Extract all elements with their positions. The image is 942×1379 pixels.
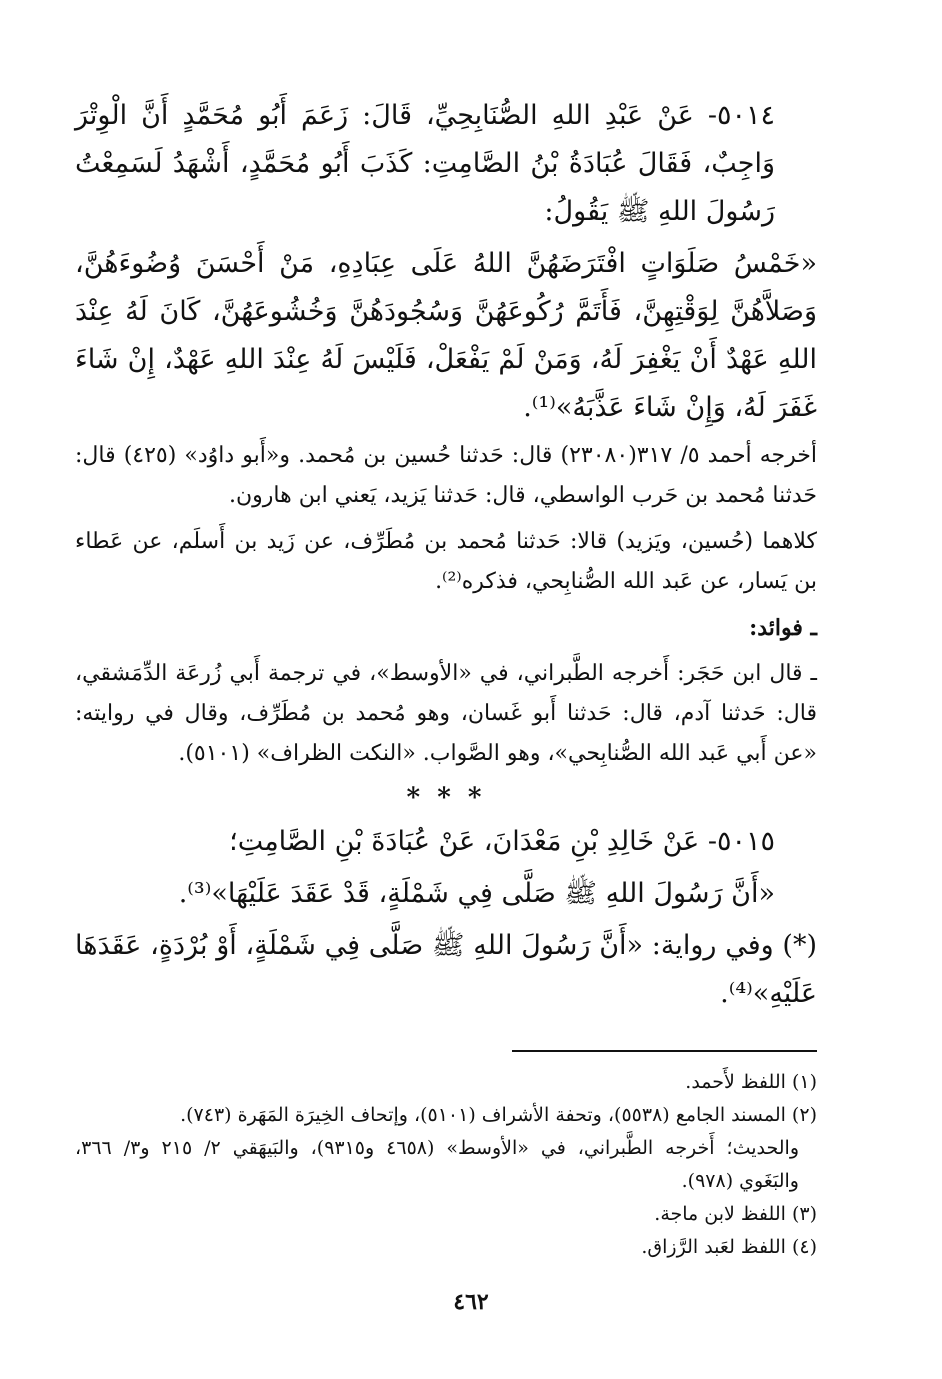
fawaid-text: ـ قال ابن حَجَر: أَخرجه الطَّبراني، في «الأوسط»، في ترجمة أَبي زُرعَة الدِّمَشقي، قال: حَدثنا آدم، قال: حَدثنا أَبو غَسان، وهو مُحمد بن مُطَرِّف، وقال في روايته: «عن أَبي عَبد الله الصُّنابِحي»، وهو الصَّواب. «النكت الظراف» (٥١٠١).: [75, 661, 817, 766]
hadith-5014-takhrij: أخرجه أحمد ٥/ ٣١٧(٢٣٠٨٠) قال: حَدثنا حُسين بن مُحمد. و«أَبو داوُد» (٤٢٥) قال: حَدثنا مُحمد بن حَرب الواسطي، قال: حَدثنا يَزيد، يَعني ابن هارون.: [75, 443, 817, 508]
page-number: ٤٦٢: [453, 1289, 489, 1315]
hadith-5014-matn: «خَمْسُ صَلَوَاتٍ افْتَرَضَهُنَّ اللهُ عَلَى عِبَادِهِ، مَنْ أَحْسَنَ وُضُوءَهُنَّ، وَصَلاَّهُنَّ لِوَقْتِهِنَّ، فَأَتَمَّ رُكُوعَهُنَّ وَسُجُودَهُنَّ وَخُشُوعَهُنَّ، كَانَ لَهُ عِنْدَ اللهِ عَهْدٌ أَنْ يَغْفِرَ لَهُ، وَمَنْ لَمْ يَفْعَلْ، فَلَيْسَ لَهُ عِنْدَ اللهِ عَهْدٌ، إِنْ شَاءَ غَفَرَ لَهُ، وَإِنْ شَاءَ عَذَّبَهُ»⁽¹⁾.: [75, 248, 817, 423]
footnote-divider: [512, 1050, 817, 1052]
hadith-5015-isnad: ٥٠١٥- عَنْ خَالِدِ بْنِ مَعْدَانَ، عَنْ عُبَادَةَ بْنِ الصَّامِتِ؛: [229, 826, 775, 857]
footnote-2: (٢) المسند الجامع (٥٥٣٨)، وتحفة الأشراف (٥١٠١)، وإتحاف الخِيرَة المَهَرة (٧٤٣).: [180, 1104, 817, 1126]
hadith-5015-riwaya: (*) وفي رواية: «أَنَّ رَسُولَ اللهِ ﷺ صَلَّى فِي شَمْلَةٍ، أَوْ بُرْدَةٍ، عَقَدَهَا عَلَيْهِ»⁽⁴⁾.: [75, 930, 817, 1009]
section-separator: * * *: [406, 783, 486, 813]
fawaid-heading: ـ فوائد:: [749, 615, 817, 641]
footnote-3: (٣) اللفظ لابن ماجة.: [654, 1203, 817, 1225]
footnote-1: (١) اللفظ لأَحمد.: [685, 1071, 817, 1093]
page-body: [75, 92, 817, 1339]
hadith-5015-matn: «أَنَّ رَسُولَ اللهِ ﷺ صَلَّى فِي شَمْلَةٍ، قَدْ عَقَدَ عَلَيْهَا»⁽³⁾.: [178, 878, 775, 909]
footnote-2-continuation: والحديث؛ أَخرجه الطَّبراني، في «الأوسط» (٤٦٥٨ و٩٣١٥)، والبَيهَقي ٢/ ٢١٥ و٣/ ٣٦٦، والبَغَوي (٩٧٨).: [75, 1137, 800, 1192]
hadith-5014-takhrij-chain: كلاهما (حُسين، ويَزيد) قالا: حَدثنا مُحمد بن مُطَرِّف، عن زَيد بن أَسلَم، عن عَطاء بن يَسار، عن عَبد الله الصُّنابِحي، فذكره⁽²⁾.: [75, 529, 817, 594]
hadith-5014-isnad: ٥٠١٤- عَنْ عَبْدِ اللهِ الصُّنَابِحِيِّ، قَالَ: زَعَمَ أَبُو مُحَمَّدٍ أَنَّ الْوِتْرَ وَاجِبٌ، فَقَالَ عُبَادَةُ بْنُ الصَّامِتِ: كَذَبَ أَبُو مُحَمَّدٍ، أَشْهَدُ لَسَمِعْتُ رَسُولَ اللهِ ﷺ يَقُولُ:: [75, 100, 775, 227]
footnote-4: (٤) اللفظ لعَبد الرَّزاق.: [641, 1236, 817, 1258]
